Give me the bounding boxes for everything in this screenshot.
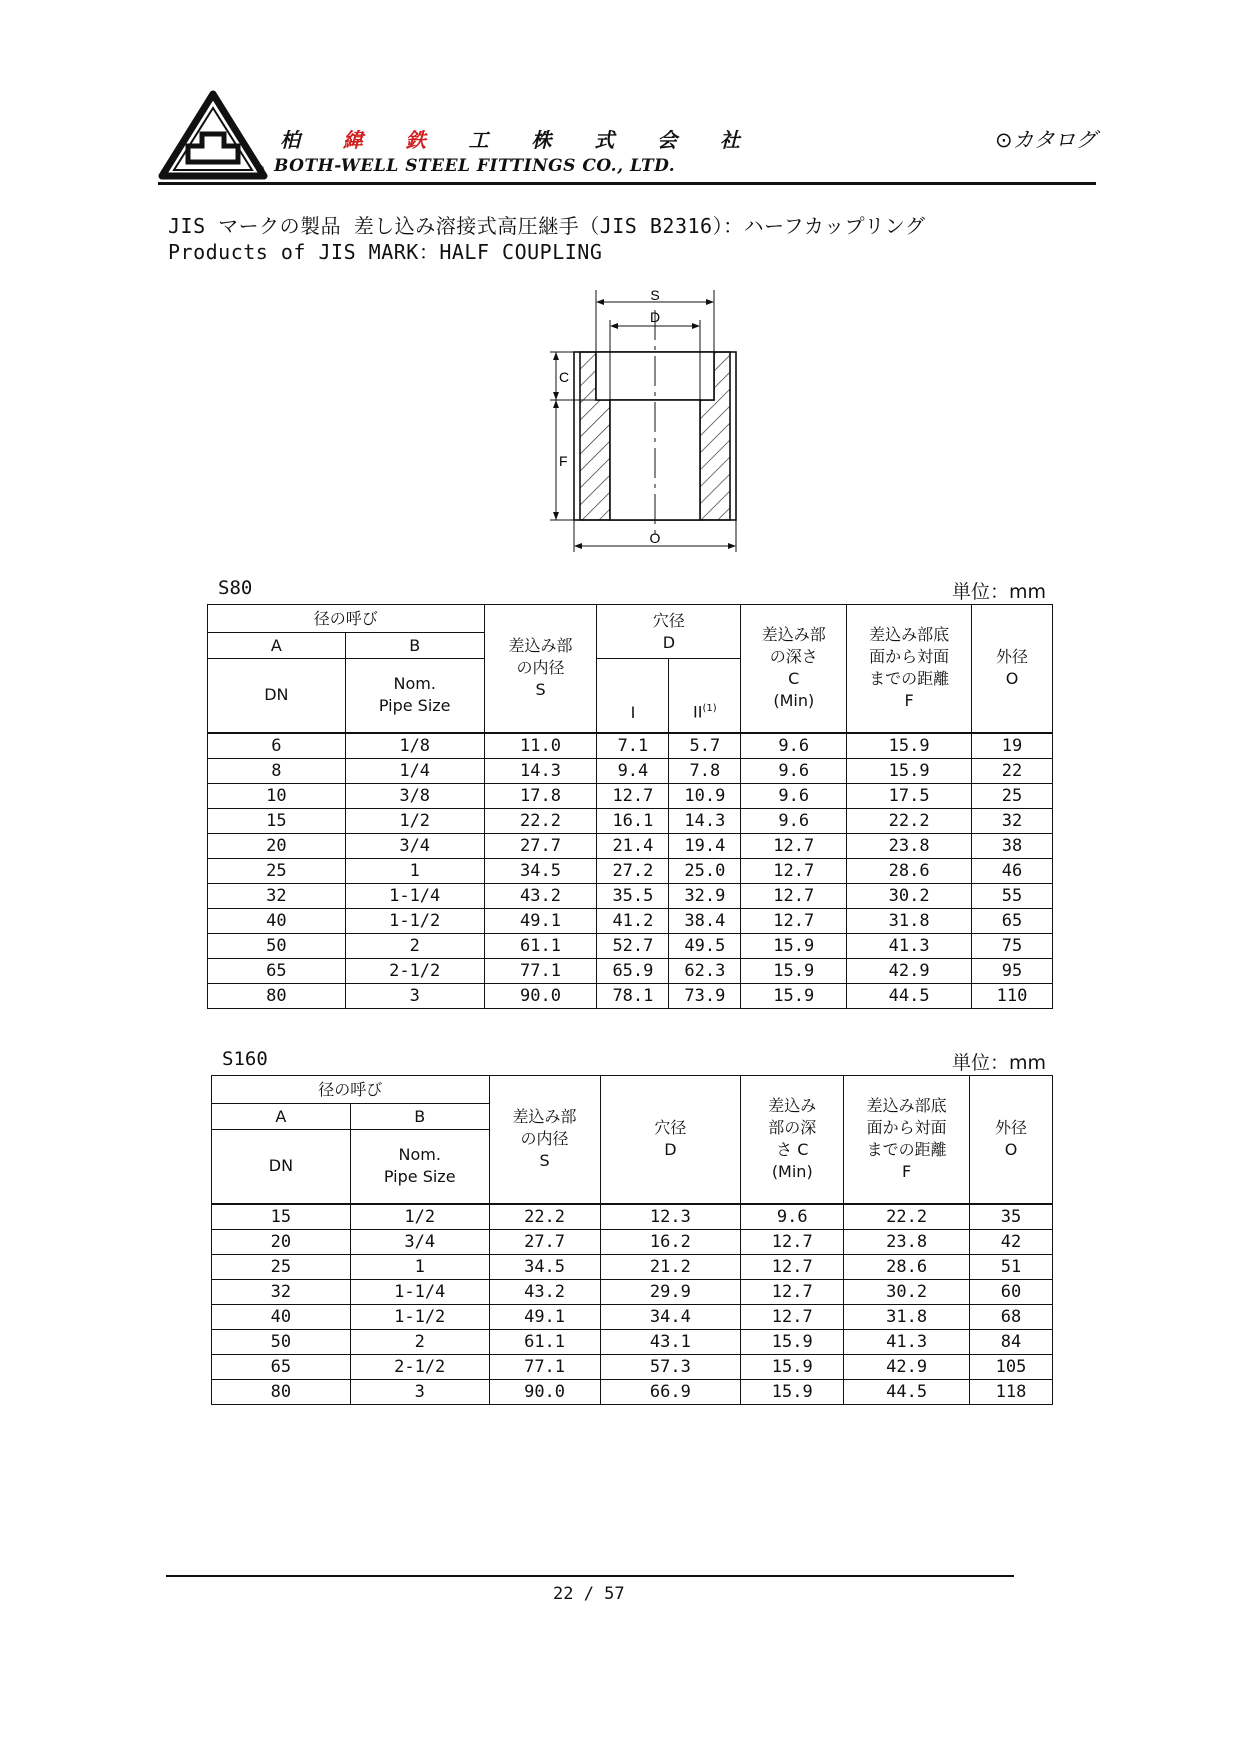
- table-cell: 1/2: [345, 808, 484, 833]
- table-cell: 2-1/2: [345, 958, 484, 983]
- table-cell: 9.6: [741, 758, 847, 783]
- table-cell: 9.6: [741, 733, 847, 759]
- table-cell: 40: [212, 1304, 351, 1329]
- table-row: [208, 783, 1053, 808]
- table-cell: 43.2: [489, 1279, 600, 1304]
- table-cell: 1: [345, 858, 484, 883]
- table-cell: 10.9: [669, 783, 741, 808]
- header-socket-bore: 差込み部 の内径 S: [489, 1076, 600, 1204]
- header-dn: DN: [208, 659, 346, 733]
- table-cell: 1-1/4: [350, 1279, 489, 1304]
- table-row: [208, 933, 1053, 958]
- table-cell: 41.2: [597, 908, 669, 933]
- header-socket-bore: 差込み部 の内径 S: [484, 605, 597, 733]
- table-cell: 14.3: [669, 808, 741, 833]
- table-cell: 17.8: [484, 783, 597, 808]
- table-cell: 90.0: [484, 983, 597, 1008]
- registered-mark: ®: [256, 164, 265, 176]
- table-cell: 49.1: [484, 908, 597, 933]
- table-cell: 19: [972, 733, 1053, 759]
- table-cell: 41.3: [847, 933, 972, 958]
- header-socket-depth: 差込み部 の深さ C (Min): [741, 605, 847, 733]
- table-cell: 43.2: [484, 883, 597, 908]
- header-nominal: 径の呼び: [212, 1076, 490, 1104]
- table-cell: 15: [208, 808, 346, 833]
- table-cell: 25: [972, 783, 1053, 808]
- header-b: B: [350, 1104, 489, 1130]
- table-s160-label: S160: [222, 1048, 268, 1070]
- table-cell: 32: [972, 808, 1053, 833]
- table-row: [212, 1354, 1053, 1379]
- table-cell: 12.7: [741, 858, 847, 883]
- table-cell: 7.1: [597, 733, 669, 759]
- company-name-jp: [280, 124, 740, 153]
- table-cell: 41.3: [844, 1329, 970, 1354]
- table-cell: 35: [970, 1204, 1053, 1230]
- table-cell: 65: [208, 958, 346, 983]
- dim-label-d: D: [649, 309, 661, 325]
- table-cell: 25: [212, 1254, 351, 1279]
- table-s80-label: S80: [218, 577, 253, 599]
- header-a: A: [212, 1104, 351, 1130]
- table-cell: 29.9: [600, 1279, 741, 1304]
- table-cell: 20: [208, 833, 346, 858]
- table-cell: 62.3: [669, 958, 741, 983]
- table-cell: 15.9: [847, 733, 972, 759]
- header-outer-diameter: 外径 O: [970, 1076, 1053, 1204]
- table-row: [208, 958, 1053, 983]
- table-cell: 1/2: [350, 1204, 489, 1230]
- table-cell: 20: [212, 1229, 351, 1254]
- table-cell: 6: [208, 733, 346, 759]
- table-cell: 21.2: [600, 1254, 741, 1279]
- table-row: [212, 1304, 1053, 1329]
- table-cell: 17.5: [847, 783, 972, 808]
- table-row: [208, 883, 1053, 908]
- header-socket-depth: 差込み 部の深 さ C (Min): [741, 1076, 844, 1204]
- table-cell: 1: [350, 1254, 489, 1279]
- table-cell: 3/4: [350, 1229, 489, 1254]
- table-cell: 1/4: [345, 758, 484, 783]
- table-cell: 73.9: [669, 983, 741, 1008]
- table-cell: 61.1: [484, 933, 597, 958]
- table-cell: 15.9: [741, 958, 847, 983]
- table-cell: 46: [972, 858, 1053, 883]
- company-char: 工: [468, 128, 489, 152]
- header-bottom-distance: 差込み部底 面から対面 までの距離 F: [844, 1076, 970, 1204]
- table-cell: 60: [970, 1279, 1053, 1304]
- table-cell: 23.8: [844, 1229, 970, 1254]
- table-cell: 9.6: [741, 1204, 844, 1230]
- table-cell: 32: [208, 883, 346, 908]
- header-divider: [158, 182, 1096, 185]
- page-title-jp: JIS マークの製品 差し込み溶接式高圧継手（JIS B2316）：ハーフカップリング: [168, 214, 926, 238]
- company-char: 式: [594, 128, 615, 152]
- table-cell: 15.9: [741, 1379, 844, 1404]
- table-cell: 42.9: [844, 1354, 970, 1379]
- footer-divider: [166, 1575, 1014, 1577]
- table-cell: 90.0: [489, 1379, 600, 1404]
- table-cell: 44.5: [844, 1379, 970, 1404]
- table-cell: 10: [208, 783, 346, 808]
- table-cell: 7.8: [669, 758, 741, 783]
- table-cell: 27.7: [489, 1229, 600, 1254]
- table-cell: 52.7: [597, 933, 669, 958]
- table-cell: 25: [208, 858, 346, 883]
- table-cell: 65: [972, 908, 1053, 933]
- table-cell: 19.4: [669, 833, 741, 858]
- table-row: [212, 1329, 1053, 1354]
- table-cell: 1-1/2: [345, 908, 484, 933]
- table-cell: 28.6: [844, 1254, 970, 1279]
- table-row: [212, 1379, 1053, 1404]
- table-cell: 32.9: [669, 883, 741, 908]
- table-cell: 65: [212, 1354, 351, 1379]
- table-cell: 38: [972, 833, 1053, 858]
- table-row: [208, 833, 1053, 858]
- table-row: [208, 983, 1053, 1008]
- table-cell: 25.0: [669, 858, 741, 883]
- table-cell: 23.8: [847, 833, 972, 858]
- table-cell: 5.7: [669, 733, 741, 759]
- table-cell: 3/4: [345, 833, 484, 858]
- table-cell: 57.3: [600, 1354, 741, 1379]
- table-cell: 22.2: [847, 808, 972, 833]
- table-cell: 30.2: [847, 883, 972, 908]
- table-cell: 15: [212, 1204, 351, 1230]
- catalog-label: ⊙カタログ: [995, 128, 1097, 152]
- table-cell: 1/8: [345, 733, 484, 759]
- header-bottom-distance: 差込み部底 面から対面 までの距離 F: [847, 605, 972, 733]
- table-cell: 44.5: [847, 983, 972, 1008]
- table-cell: 14.3: [484, 758, 597, 783]
- company-char: 柏: [280, 128, 300, 152]
- table-cell: 34.5: [489, 1254, 600, 1279]
- table-cell: 22.2: [484, 808, 597, 833]
- table-cell: 38.4: [669, 908, 741, 933]
- table-cell: 75: [972, 933, 1053, 958]
- table-cell: 80: [212, 1379, 351, 1404]
- table-cell: 42: [970, 1229, 1053, 1254]
- table-cell: 15.9: [741, 983, 847, 1008]
- table-row: [212, 1279, 1053, 1304]
- table-cell: 43.1: [600, 1329, 741, 1354]
- page-number: 22 / 57: [553, 1584, 625, 1604]
- table-cell: 77.1: [484, 958, 597, 983]
- table-cell: 42.9: [847, 958, 972, 983]
- table-cell: 12.7: [741, 908, 847, 933]
- table-s160: [211, 1075, 1053, 1405]
- company-name-en: BOTH-WELL STEEL FITTINGS CO., LTD.: [274, 156, 676, 176]
- dim-label-s: S: [650, 290, 660, 303]
- table-cell: 118: [970, 1379, 1053, 1404]
- table-cell: 2: [345, 933, 484, 958]
- table-s80: [207, 604, 1053, 1009]
- table-cell: 12.7: [597, 783, 669, 808]
- table-row: [208, 758, 1053, 783]
- header-dn: DN: [212, 1130, 351, 1204]
- table-cell: 9.6: [741, 808, 847, 833]
- table-cell: 8: [208, 758, 346, 783]
- table-cell: 31.8: [844, 1304, 970, 1329]
- table-cell: 31.8: [847, 908, 972, 933]
- header-nps: Nom. Pipe Size: [345, 659, 484, 733]
- company-char: 株: [531, 128, 552, 152]
- table-cell: 28.6: [847, 858, 972, 883]
- table-cell: 35.5: [597, 883, 669, 908]
- table-cell: 50: [212, 1329, 351, 1354]
- table-row: [208, 733, 1053, 759]
- header-b: B: [345, 633, 484, 659]
- table-cell: 12.7: [741, 1229, 844, 1254]
- table-cell: 1-1/2: [350, 1304, 489, 1329]
- table-cell: 65.9: [597, 958, 669, 983]
- header-nps: Nom. Pipe Size: [350, 1130, 489, 1204]
- table-cell: 12.3: [600, 1204, 741, 1230]
- table-row: [208, 858, 1053, 883]
- table-cell: 2-1/2: [350, 1354, 489, 1379]
- table-cell: 3/8: [345, 783, 484, 808]
- table-cell: 77.1: [489, 1354, 600, 1379]
- table-cell: 9.6: [741, 783, 847, 808]
- table-cell: 2: [350, 1329, 489, 1354]
- table-cell: 15.9: [741, 933, 847, 958]
- table-row: [208, 908, 1053, 933]
- table-cell: 32: [212, 1279, 351, 1304]
- page-title-en: Products of JIS MARK：HALF COUPLING: [168, 240, 603, 264]
- table-cell: 1-1/4: [345, 883, 484, 908]
- table-s80-unit: 単位：mm: [952, 581, 1047, 603]
- table-cell: 95: [972, 958, 1053, 983]
- dim-label-f: F: [559, 453, 568, 469]
- header-outer-diameter: 外径 O: [972, 605, 1053, 733]
- table-cell: 16.2: [600, 1229, 741, 1254]
- table-cell: 61.1: [489, 1329, 600, 1354]
- table-cell: 51: [970, 1254, 1053, 1279]
- table-cell: 34.5: [484, 858, 597, 883]
- table-cell: 11.0: [484, 733, 597, 759]
- table-row: [212, 1229, 1053, 1254]
- table-cell: 55: [972, 883, 1053, 908]
- company-char: 社: [719, 128, 740, 152]
- table-cell: 12.7: [741, 883, 847, 908]
- table-cell: 12.7: [741, 1304, 844, 1329]
- table-cell: 49.1: [489, 1304, 600, 1329]
- half-coupling-drawing: [540, 290, 770, 560]
- table-cell: 78.1: [597, 983, 669, 1008]
- table-cell: 27.2: [597, 858, 669, 883]
- table-cell: 15.9: [847, 758, 972, 783]
- table-cell: 66.9: [600, 1379, 741, 1404]
- table-s160-body: [212, 1204, 1053, 1405]
- table-row: [212, 1204, 1053, 1230]
- table-row: [212, 1254, 1053, 1279]
- table-cell: 12.7: [741, 1254, 844, 1279]
- table-cell: 15.9: [741, 1329, 844, 1354]
- header-d-i: I: [597, 659, 669, 733]
- table-cell: 22.2: [489, 1204, 600, 1230]
- table-cell: 22.2: [844, 1204, 970, 1230]
- table-row: [208, 808, 1053, 833]
- table-cell: 110: [972, 983, 1053, 1008]
- header-bore-d: 穴径 D: [597, 605, 741, 659]
- table-cell: 21.4: [597, 833, 669, 858]
- company-char: 緯: [342, 128, 363, 152]
- company-char: 鉄: [405, 128, 426, 152]
- header-d-ii: II$^{(1)}$: [669, 659, 741, 733]
- table-cell: 105: [970, 1354, 1053, 1379]
- table-cell: 3: [350, 1379, 489, 1404]
- table-cell: 50: [208, 933, 346, 958]
- table-cell: 15.9: [741, 1354, 844, 1379]
- header-bore-d: 穴径 D: [600, 1076, 741, 1204]
- table-cell: 3: [345, 983, 484, 1008]
- table-cell: 68: [970, 1304, 1053, 1329]
- table-cell: 22: [972, 758, 1053, 783]
- header-nominal: 径の呼び: [208, 605, 485, 633]
- company-logo: [158, 90, 268, 180]
- table-cell: 84: [970, 1329, 1053, 1354]
- table-cell: 80: [208, 983, 346, 1008]
- table-cell: 49.5: [669, 933, 741, 958]
- table-cell: 40: [208, 908, 346, 933]
- company-char: 会: [657, 128, 678, 152]
- table-cell: 16.1: [597, 808, 669, 833]
- table-cell: 9.4: [597, 758, 669, 783]
- table-s160-unit: 単位：mm: [952, 1052, 1047, 1074]
- table-cell: 30.2: [844, 1279, 970, 1304]
- table-cell: 12.7: [741, 833, 847, 858]
- dim-label-o: O: [649, 530, 661, 546]
- header-a: A: [208, 633, 346, 659]
- dim-label-c: C: [559, 369, 570, 385]
- table-cell: 12.7: [741, 1279, 844, 1304]
- table-cell: 27.7: [484, 833, 597, 858]
- table-s80-body: [208, 733, 1053, 1009]
- table-cell: 34.4: [600, 1304, 741, 1329]
